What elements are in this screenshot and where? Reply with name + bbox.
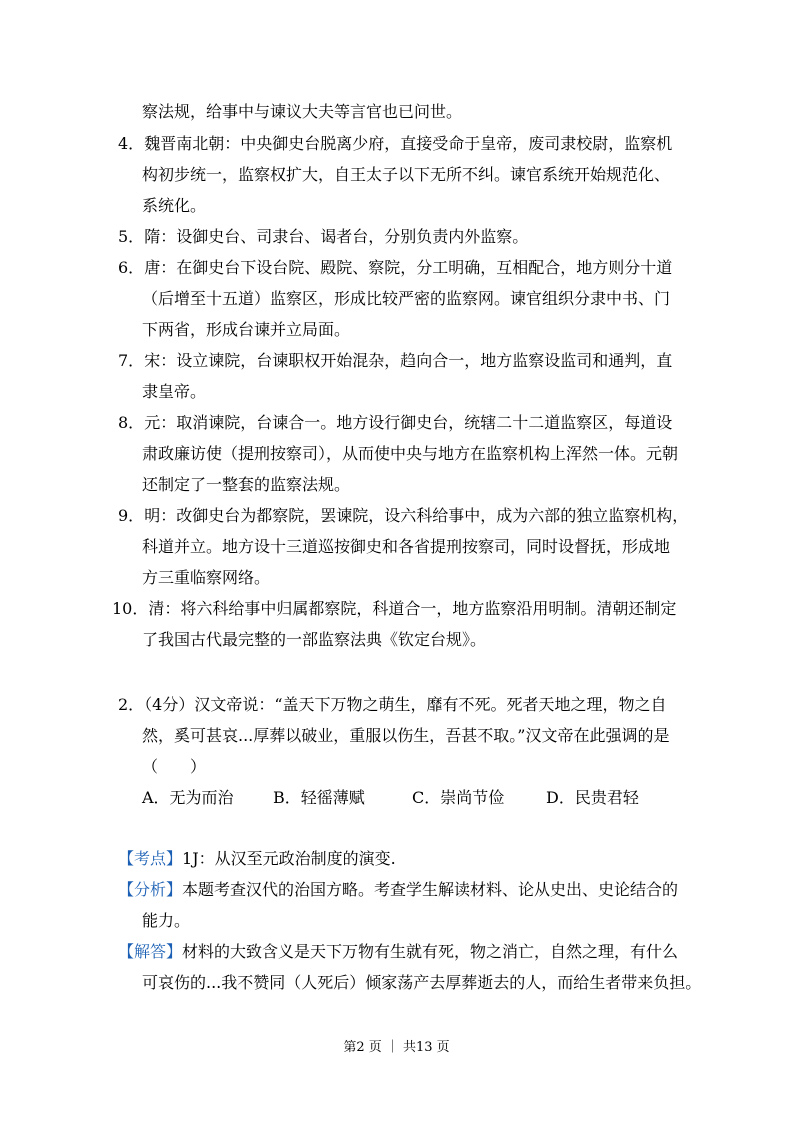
item-line: 魏晋南北朝：中央御史台脱离少府，直接受命于皇帝，废司隶校尉，监察机 bbox=[144, 134, 673, 153]
jieda-line: 可哀伤的...我不赞同（人死后）倾家荡产去厚葬逝去的人，而给生者带来负担。 bbox=[142, 973, 702, 992]
item-number: 5． bbox=[118, 227, 145, 246]
fenxi-line: 能力。 bbox=[142, 911, 191, 930]
item-line: 唐：在御史台下设台院、殿院、察院，分工明确，互相配合，地方则分十道 bbox=[144, 258, 673, 277]
question-stem: 2．（4分）汉文帝说：“盖天下万物之萌生，靡有不死。死者天地之理，物之自 bbox=[118, 695, 667, 714]
item-number: 10． bbox=[112, 599, 149, 618]
kaodian-row bbox=[118, 849, 396, 869]
item-number: 8． bbox=[118, 413, 145, 432]
option-d: D．民贵君轻 bbox=[546, 788, 639, 807]
question-stem-line: 然，奚可甚哀...厚葬以破业，重服以伤生，吾甚不取。”汉文帝在此强调的是 bbox=[142, 726, 670, 745]
item-line: 清：将六科给事中归属都察院，科道合一，地方监察沿用明制。清朝还制定 bbox=[148, 599, 677, 618]
list-item-10 bbox=[112, 599, 676, 619]
item-line: 科道并立。地方设十三道巡按御史和各省提刑按察司，同时设督抚，形成地 bbox=[142, 537, 671, 556]
item-line: 构初步统一，监察权扩大，自王太子以下无所不纠。谏官系统开始规范化、 bbox=[142, 165, 671, 184]
fenxi-text: 本题考查汉代的治国方略。考查学生解读材料、论从史出、史论结合的 bbox=[182, 880, 679, 899]
item-line: 系统化。 bbox=[142, 196, 207, 215]
item-line: 了我国古代最完整的一部监察法典《钦定台规》。 bbox=[142, 630, 487, 649]
continuation-line: 察法规，给事中与谏议大夫等言官也已问世。 bbox=[142, 102, 463, 121]
list-item-4 bbox=[118, 134, 672, 154]
fenxi-row bbox=[118, 880, 678, 900]
list-item-9 bbox=[118, 506, 688, 526]
jieda-row bbox=[118, 942, 678, 962]
item-number: 7． bbox=[118, 351, 145, 370]
list-item-5 bbox=[118, 227, 528, 247]
item-line: 明：改御史台为都察院，罢谏院，设六科给事中，成为六部的独立监察机构， bbox=[144, 506, 689, 525]
option-b: B．轻徭薄赋 bbox=[273, 788, 365, 807]
item-number: 4． bbox=[118, 134, 145, 153]
item-line: 隋：设御史台、司隶台、谒者台，分别负责内外监察。 bbox=[144, 227, 529, 246]
item-line: 方三重临察网络。 bbox=[142, 568, 271, 587]
item-line: 下两省，形成台谏并立局面。 bbox=[142, 320, 351, 339]
item-line: 宋：设立谏院，台谏职权开始混杂，趋向合一，地方监察设监司和通判，直 bbox=[144, 351, 673, 370]
list-item-6 bbox=[118, 258, 672, 278]
jieda-text: 材料的大致含义是天下万物有生就有死，物之消亡，自然之理，有什么 bbox=[182, 942, 679, 961]
item-number: 6． bbox=[118, 258, 145, 277]
item-line: 隶皇帝。 bbox=[142, 382, 207, 401]
option-c: C．崇尚节俭 bbox=[412, 788, 505, 807]
fenxi-tag: 【分析】 bbox=[118, 880, 183, 899]
answer-bracket: （ ） bbox=[142, 757, 207, 776]
jieda-tag: 【解答】 bbox=[118, 942, 183, 961]
kaodian-tag: 【考点】 bbox=[118, 849, 183, 868]
item-line: （后增至十五道）监察区，形成比较严密的监察网。谏官组织分隶中书、门 bbox=[142, 289, 671, 308]
item-line: 还制定了一整套的监察法规。 bbox=[142, 475, 351, 494]
list-item-7 bbox=[118, 351, 672, 371]
list-item-8 bbox=[118, 413, 672, 433]
item-line: 元：取消谏院，台谏合一。地方设行御史台，统辖二十二道监察区，每道设 bbox=[144, 413, 673, 432]
kaodian-text: 1J：从汉至元政治制度的演变. bbox=[182, 849, 396, 868]
page-footer: 第2 页 ｜ 共13 页 bbox=[343, 1040, 450, 1055]
option-a: A．无为而治 bbox=[142, 788, 234, 807]
item-number: 9． bbox=[118, 506, 145, 525]
item-line: 肃政廉访使（提刑按察司），从而使中央与地方在监察机构上浑然一体。元朝 bbox=[142, 444, 679, 463]
